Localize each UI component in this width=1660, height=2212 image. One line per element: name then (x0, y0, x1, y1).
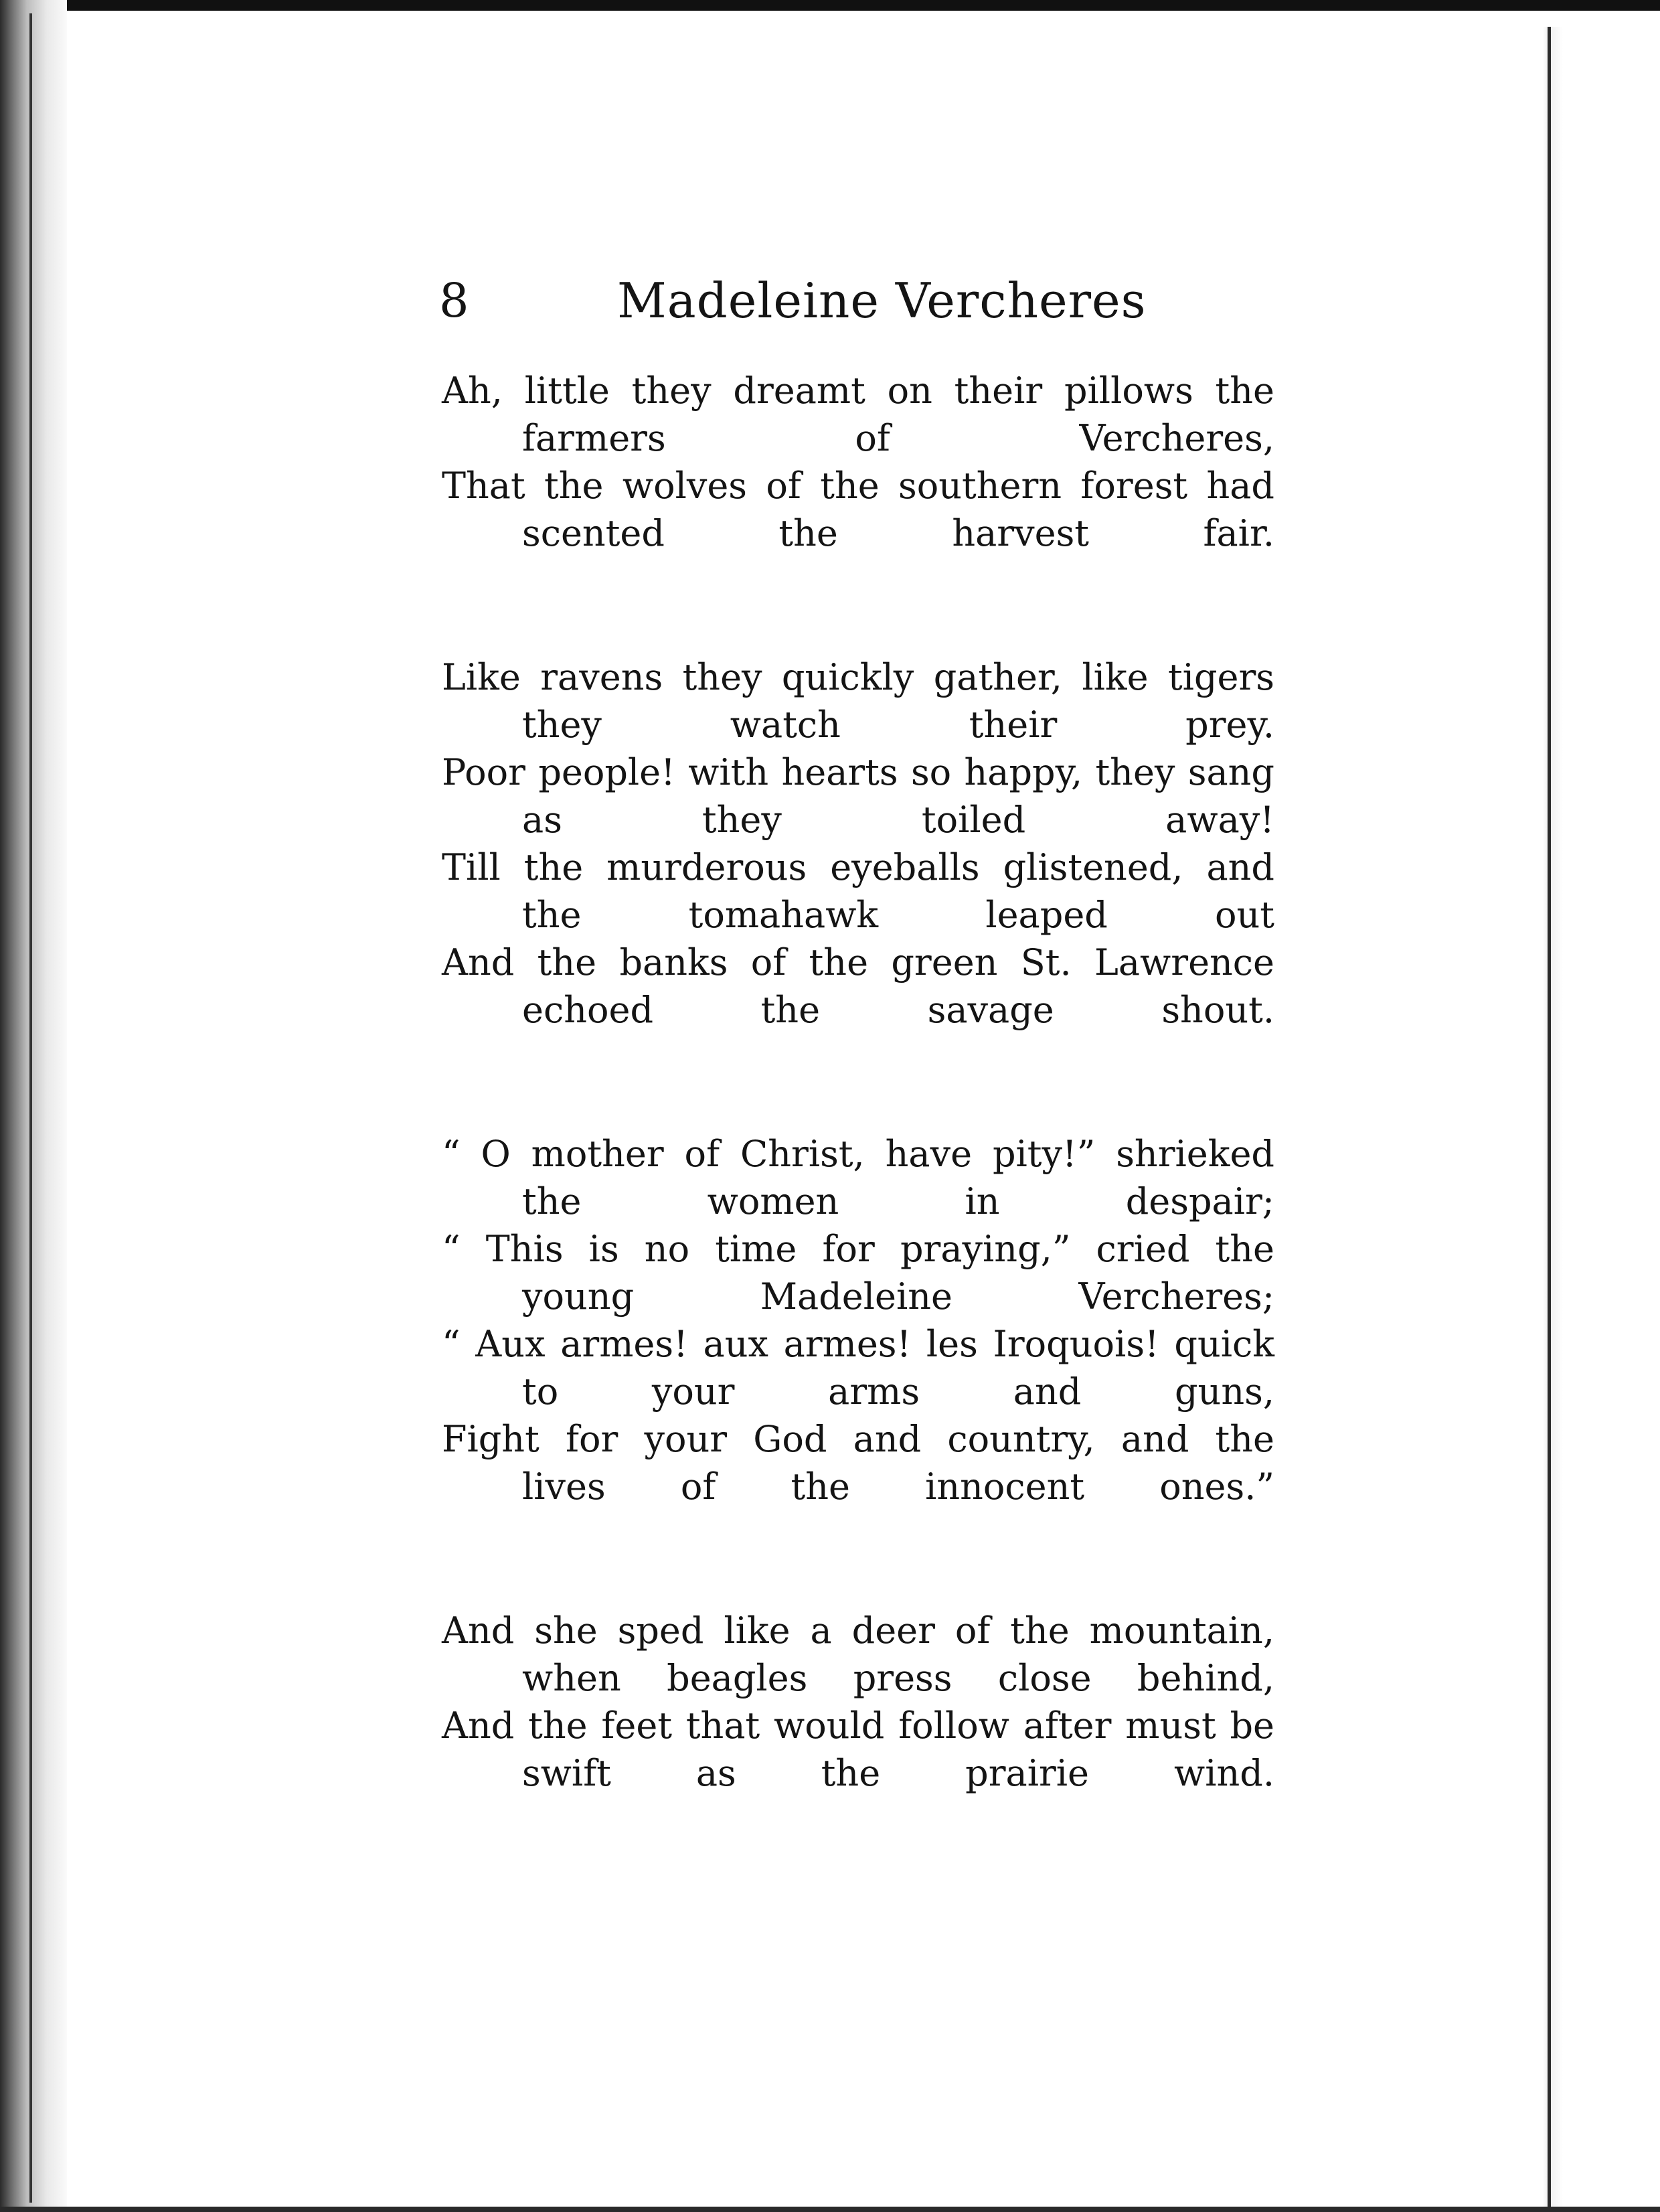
verse-continuation: echoed the savage shout. (522, 989, 1274, 1031)
verse-continuation: beagles press close behind, (667, 1657, 1274, 1699)
verse-line (442, 1607, 1274, 1702)
verse-line (442, 653, 1274, 748)
verse-line (442, 748, 1274, 844)
stanza (442, 1130, 1274, 1510)
verse-continuation: farmers of Vercheres, (522, 417, 1274, 459)
verse-continuation: tomahawk leaped out (688, 894, 1275, 936)
verse-first-line: “ This is no time for praying,” cried the young (442, 1228, 1274, 1318)
verse-continuation: Madeleine Vercheres; (760, 1275, 1275, 1318)
stanza (442, 367, 1274, 557)
verse-first-line: Like ravens they quickly gather, like tigers (442, 656, 1274, 698)
verse-line (442, 844, 1274, 939)
verse-first-line: And the banks of the green St. Lawrence (442, 941, 1274, 983)
stanza (442, 1607, 1274, 1797)
verse-first-line: That the wolves of the southern forest had (442, 465, 1274, 507)
page-number: 8 (439, 273, 469, 328)
verse-line (442, 1415, 1274, 1510)
verse-first-line: Poor people! with hearts so happy, they sang (442, 751, 1274, 793)
scan-left-edge-line (29, 13, 32, 2203)
verse-continuation: as they toiled away! (522, 799, 1274, 841)
verse-first-line: Till the murderous eyeballs glistened, and the (442, 846, 1274, 936)
verse-first-line: Ah, little they dreamt on their pillows the (442, 370, 1274, 412)
verse-line (442, 1320, 1274, 1415)
verse-first-line: “ Aux armes! aux armes! les Iroquois! quick (442, 1323, 1274, 1365)
running-head (439, 270, 1147, 331)
verse-line (442, 939, 1274, 1034)
verse-line (442, 1702, 1274, 1797)
verse-continuation: of the innocent ones.” (680, 1466, 1274, 1508)
verse-first-line: And the feet that would follow after must be (442, 1705, 1274, 1747)
verse-continuation: women in despair; (707, 1180, 1274, 1222)
verse-first-line: Fight for your God and country, and the lives (442, 1418, 1274, 1508)
verse-first-line: And she sped like a deer of the mountain, when (442, 1609, 1274, 1699)
verse-line (442, 1130, 1274, 1225)
scan-right-page-shadow (1543, 27, 1563, 2212)
verse-continuation: to your arms and guns, (522, 1370, 1274, 1413)
verse-line (442, 1225, 1274, 1320)
scan-top-edge (0, 0, 1660, 11)
verse-continuation: swift as the prairie wind. (522, 1752, 1274, 1794)
scan-right-edge-line (1548, 27, 1551, 2212)
verse-continuation: they watch their prey. (522, 704, 1274, 746)
verse-line (442, 462, 1274, 557)
scan-binding-shadow (0, 0, 67, 2212)
verse-continuation: scented the harvest fair. (522, 512, 1274, 554)
verse-first-line: “ O mother of Christ, have pity!” shrieked the (442, 1133, 1274, 1222)
poem (442, 367, 1274, 1797)
stanza (442, 653, 1274, 1034)
scan-bottom-edge (0, 2207, 1660, 2212)
verse-line (442, 367, 1274, 462)
running-title: Madeleine Vercheres (617, 272, 1147, 329)
